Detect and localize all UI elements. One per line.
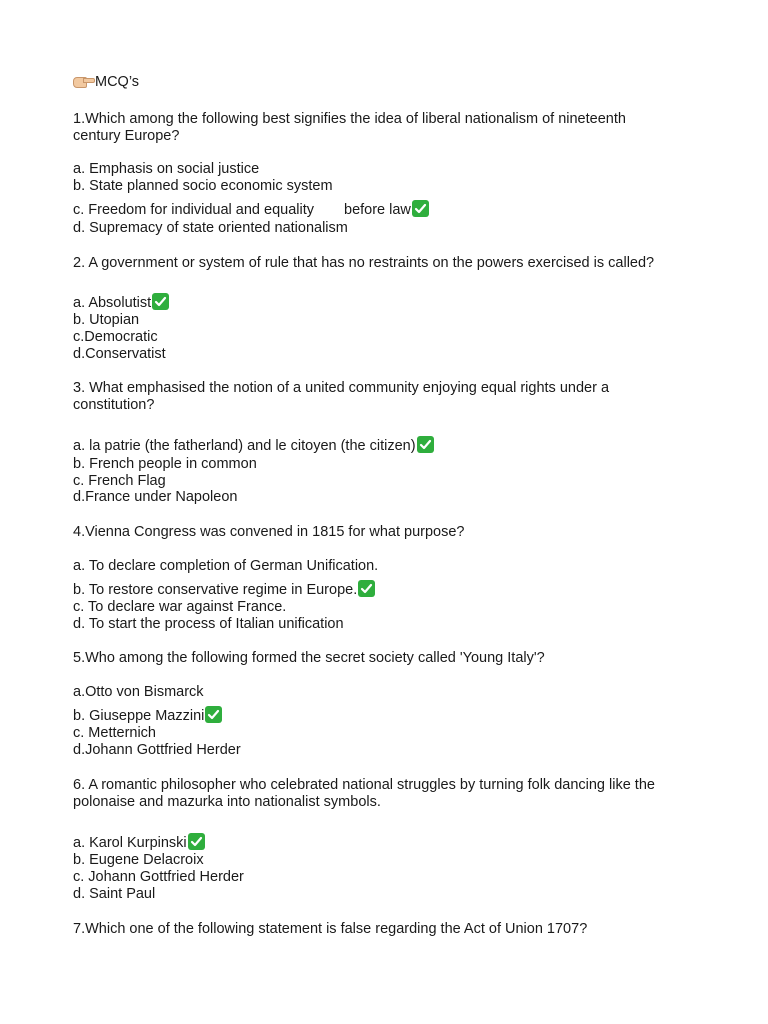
green-check-mark-icon xyxy=(412,200,429,217)
question-5-text: 5.Who among the following formed the secret society called 'Young Italy'? xyxy=(73,650,545,666)
q4-option-c: c. To declare war against France. xyxy=(73,599,287,615)
green-check-mark-icon xyxy=(417,436,434,453)
q2-option-a: a. Absolutist xyxy=(73,293,169,312)
q4-option-b: b. To restore conservative regime in Europe. xyxy=(73,580,375,599)
question-7-text: 7.Which one of the following statement is false regarding the Act of Union 1707? xyxy=(73,921,588,937)
q5-option-d: d.Johann Gottfried Herder xyxy=(73,742,241,758)
green-check-mark-icon xyxy=(358,580,375,597)
q3-option-b: b. French people in common xyxy=(73,456,257,472)
question-2-text: 2. A government or system of rule that has no restraints on the powers exercised is called? xyxy=(73,255,655,271)
green-check-mark-icon xyxy=(205,706,222,723)
q1-option-d: d. Supremacy of state oriented nationalism xyxy=(73,220,348,236)
mcq-heading: MCQ’s xyxy=(73,74,139,91)
q3-option-d: d.France under Napoleon xyxy=(73,489,238,505)
q2-option-b: b. Utopian xyxy=(73,312,140,328)
green-check-mark-icon xyxy=(188,833,205,850)
q1-option-c: c. Freedom for individual and equality before law xyxy=(73,200,429,219)
q5-option-a: a.Otto von Bismarck xyxy=(73,684,204,700)
q3-option-a: a. la patrie (the fatherland) and le citoyen (the citizen) xyxy=(73,436,434,455)
q6-option-a: a. Karol Kurpinski xyxy=(73,833,205,852)
question-6-text-cont: polonaise and mazurka into nationalist symbols. xyxy=(73,794,381,810)
q2-option-c: c.Democratic xyxy=(73,329,158,345)
question-3-text: 3. What emphasised the notion of a united community enjoying equal rights under a xyxy=(73,380,610,396)
q5-option-b: b. Giuseppe Mazzini xyxy=(73,706,222,725)
q1-option-a: a. Emphasis on social justice xyxy=(73,161,260,177)
q3-option-c: c. French Flag xyxy=(73,473,166,489)
question-1-text-cont: century Europe? xyxy=(73,128,180,144)
green-check-mark-icon xyxy=(152,293,169,310)
q6-option-c: c. Johann Gottfried Herder xyxy=(73,869,244,885)
q5-option-c: c. Metternich xyxy=(73,725,156,741)
q6-option-d: d. Saint Paul xyxy=(73,886,156,902)
q2-option-d: d.Conservatist xyxy=(73,346,166,362)
q4-option-a: a. To declare completion of German Unification. xyxy=(73,558,379,574)
question-1-text: 1.Which among the following best signifies the idea of liberal nationalism of nineteenth xyxy=(73,111,626,127)
question-6-text: 6. A romantic philosopher who celebrated national struggles by turning folk dancing like the xyxy=(73,777,655,793)
q4-option-d: d. To start the process of Italian unification xyxy=(73,616,344,632)
question-4-text: 4.Vienna Congress was convened in 1815 for what purpose? xyxy=(73,524,465,540)
pointing-hand-icon xyxy=(73,74,94,87)
question-3-text-cont: constitution? xyxy=(73,397,155,413)
q1-option-b: b. State planned socio economic system xyxy=(73,178,333,194)
q6-option-b: b. Eugene Delacroix xyxy=(73,852,204,868)
